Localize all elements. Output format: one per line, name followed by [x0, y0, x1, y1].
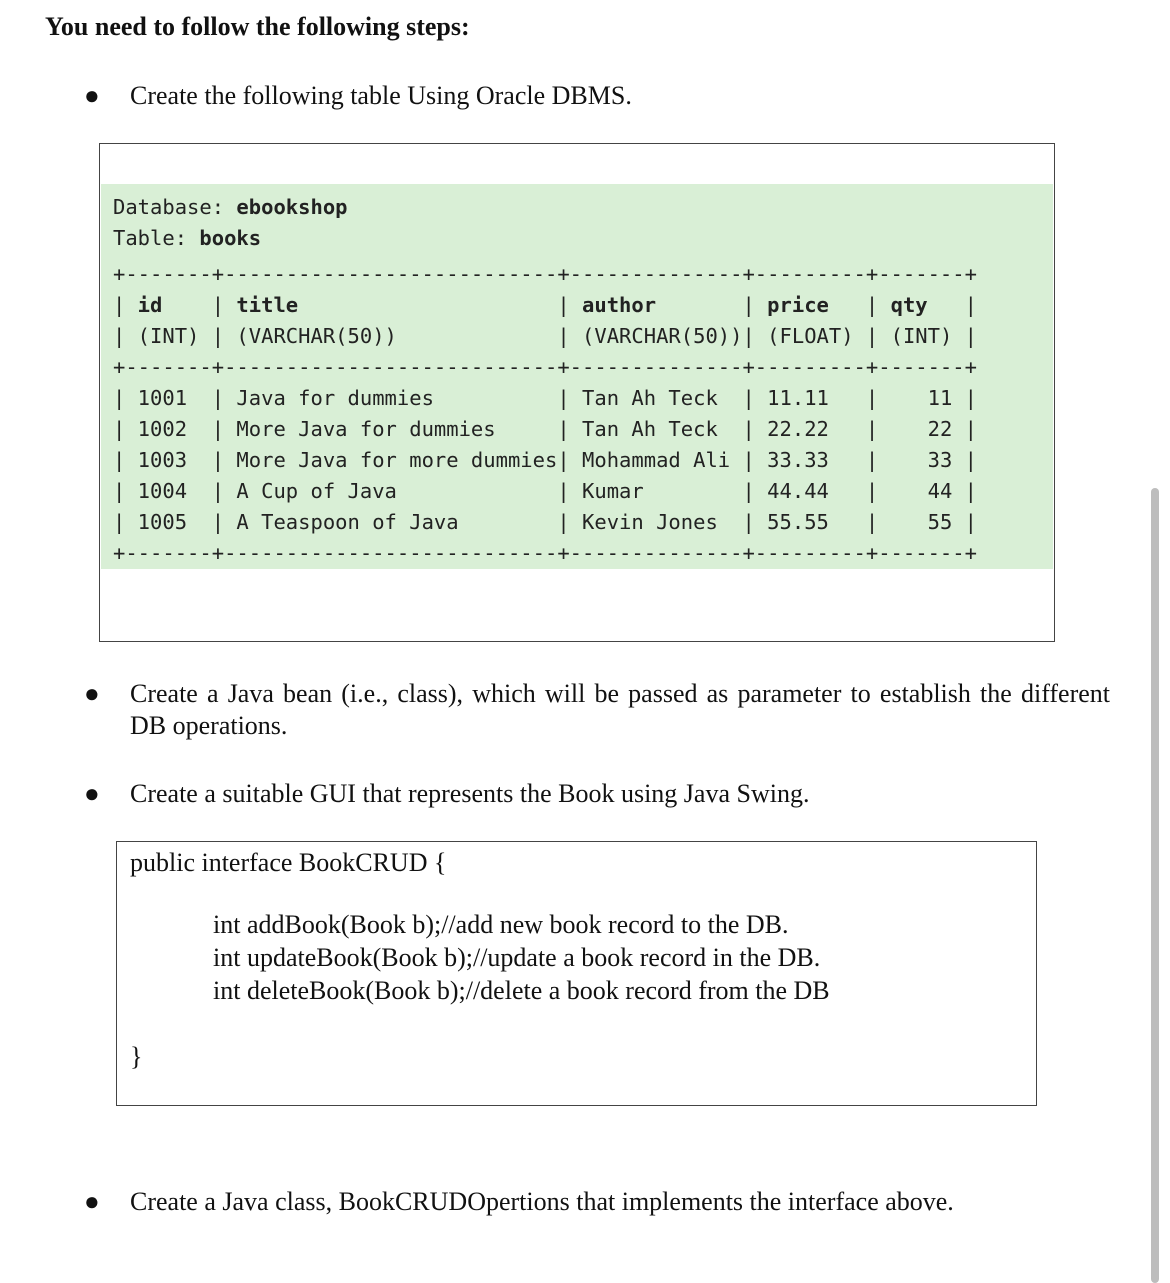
step-4-text: Create a Java class, BookCRUDOpertions that implements the interface above. [130, 1187, 954, 1216]
table-cell: A Cup of Java [224, 479, 558, 503]
table-row: | 1005 | A Teaspoon of Java | Kevin Jones | 55.55 | 55 | [113, 510, 978, 534]
ascii-books-table [113, 259, 977, 569]
step-1-text: Create the following table Using Oracle DBMS. [130, 81, 632, 110]
table-cell: A Teaspoon of Java [224, 510, 558, 534]
table-row: | 1003 | More Java for more dummies| Mohammad Ali | 33.33 | 33 | [113, 448, 978, 472]
table-row: | 1004 | A Cup of Java | Kumar | 44.44 | 44 | [113, 479, 978, 503]
table-cell: 22 [878, 417, 965, 441]
table-cell: Mohammad Ali [569, 448, 743, 472]
vertical-scrollbar[interactable] [1151, 488, 1159, 1283]
table-cell: author [569, 293, 743, 317]
table-cell: price [754, 293, 866, 317]
table-cell: 22.22 [754, 417, 866, 441]
table-cell: Java for dummies [224, 386, 558, 410]
step-3-text: Create a suitable GUI that represents the Book using Java Swing. [130, 779, 810, 808]
table-row: | 1001 | Java for dummies | Tan Ah Teck | 11.11 | 11 | [113, 386, 978, 410]
bullet-icon: ● [84, 1187, 100, 1216]
database-name: ebookshop [236, 195, 348, 219]
table-cell: 44.44 [754, 479, 866, 503]
table-cell: More Java for more dummies [224, 448, 558, 472]
table-header-row: | id | title | author | price | qty | [113, 293, 978, 317]
table-cell: 55 [878, 510, 965, 534]
table-border: +-------+---------------------------+--------------+---------+-------+ [113, 541, 977, 565]
interface-close: } [130, 1042, 143, 1071]
table-cell: More Java for dummies [224, 417, 558, 441]
table-cell: 1005 [125, 510, 212, 534]
table-cell: title [224, 293, 558, 317]
step-2-text: Create a Java bean (i.e., class), which will be passed as parameter to establish the different DB operations. [130, 679, 1110, 740]
table-name: books [199, 226, 262, 250]
table-border: +-------+---------------------------+--------------+---------+-------+ [113, 355, 977, 379]
bullet-icon: ● [84, 81, 100, 110]
table-cell: Kevin Jones [569, 510, 743, 534]
table-cell: (VARCHAR(50)) [569, 324, 743, 348]
table-cell: Tan Ah Teck [569, 386, 743, 410]
method-add: int addBook(Book b);//add new book record to the DB. [213, 910, 789, 939]
table-row: | 1002 | More Java for dummies | Tan Ah Teck | 22.22 | 22 | [113, 417, 978, 441]
method-delete: int deleteBook(Book b);//delete a book record from the DB [213, 976, 830, 1005]
table-cell: 11 [878, 386, 965, 410]
method-update: int updateBook(Book b);//update a book record in the DB. [213, 943, 821, 972]
table-cell: 33.33 [754, 448, 866, 472]
table-border: +-------+---------------------------+--------------+---------+-------+ [113, 262, 977, 286]
bullet-icon: ● [84, 779, 100, 808]
table-cell: 44 [878, 479, 965, 503]
table-cell: Tan Ah Teck [569, 417, 743, 441]
interface-open: public interface BookCRUD { [130, 848, 447, 877]
table-cell: 1004 [125, 479, 212, 503]
table-cell: 1002 [125, 417, 212, 441]
database-line: Database: ebookshop [113, 195, 348, 219]
table-cell: 11.11 [754, 386, 866, 410]
table-cell: qty [878, 293, 965, 317]
table-cell: (INT) [878, 324, 965, 348]
database-table-box [99, 143, 1055, 642]
bullet-icon: ● [84, 679, 100, 708]
table-cell: id [125, 293, 212, 317]
code-block-background [101, 184, 1053, 569]
page-heading: You need to follow the following steps: [45, 12, 470, 41]
table-cell: Kumar [569, 479, 743, 503]
table-cell: (INT) [125, 324, 212, 348]
table-row: | (INT) | (VARCHAR(50)) | (VARCHAR(50))| (FLOAT) | (INT) | [113, 324, 978, 348]
table-cell: 1001 [125, 386, 212, 410]
table-cell: 1003 [125, 448, 212, 472]
table-cell: (FLOAT) [754, 324, 866, 348]
table-line: Table: books [113, 226, 262, 250]
table-cell: 55.55 [754, 510, 866, 534]
interface-code-box [116, 841, 1037, 1106]
table-cell: (VARCHAR(50)) [224, 324, 558, 348]
table-cell: 33 [878, 448, 965, 472]
